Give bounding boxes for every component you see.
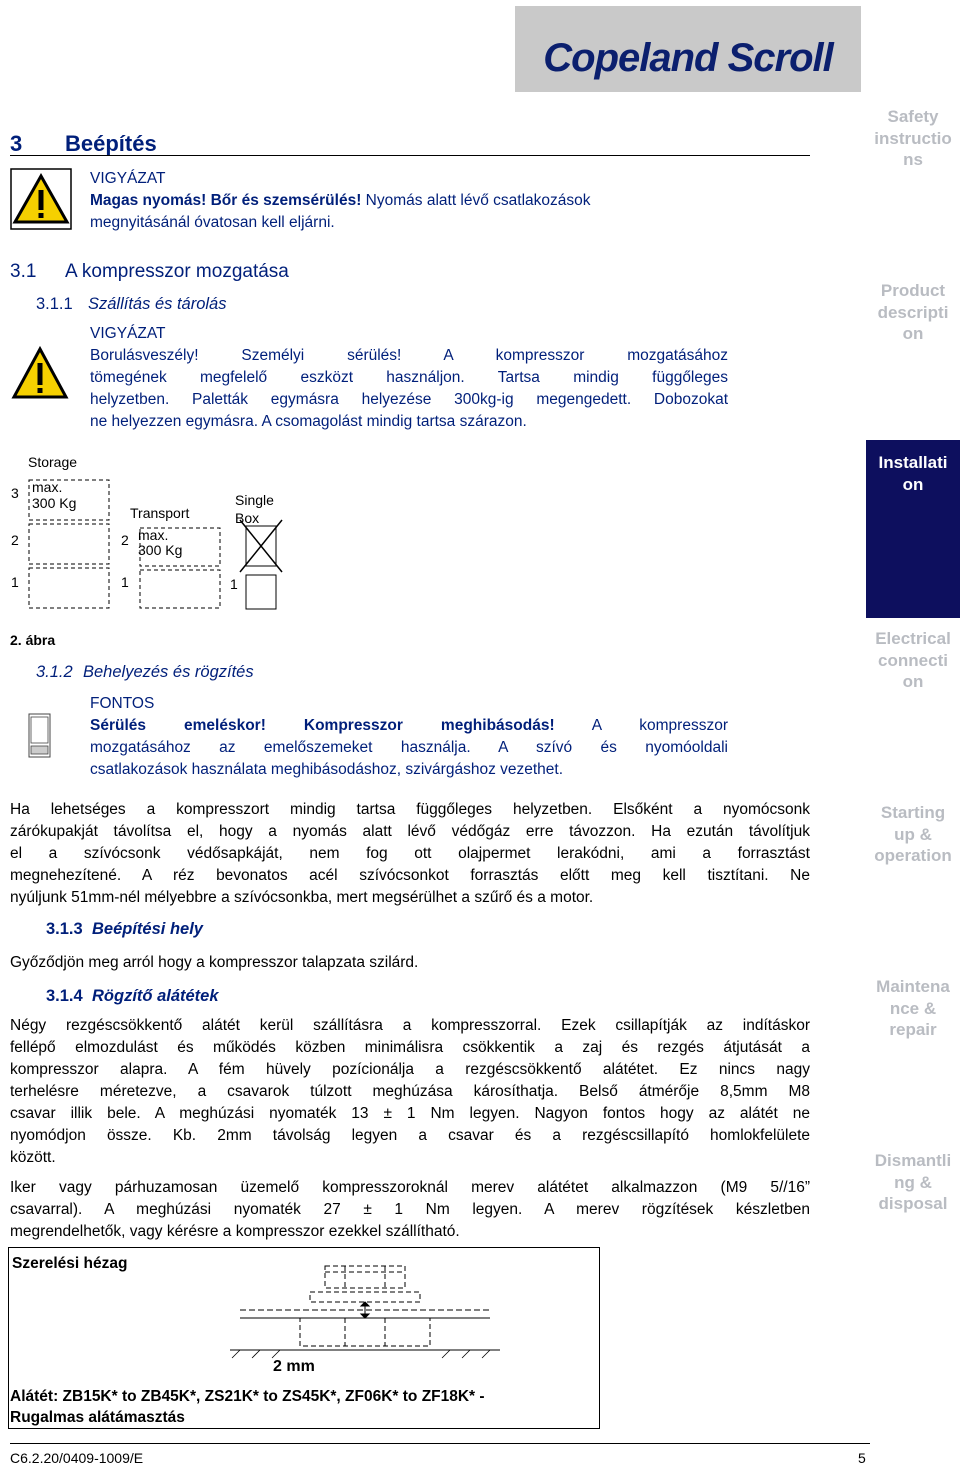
sidebar-item-label: up & (894, 824, 932, 844)
sidebar-item-starting[interactable] (866, 802, 960, 867)
transport-weight: 300 Kg (138, 542, 183, 558)
subsection-3-1-number: 3.1 (10, 261, 37, 282)
warning-1-hazard: Magas nyomás! Bőr és szemsérülés! (90, 192, 362, 209)
paragraph-line: megnehezítené. A réz bevonatos acél szívócsonkot forrasztás előtt meg kell tisztítani. Ne (10, 867, 810, 884)
note-icon (28, 713, 52, 759)
paragraph-line: csavar illik bele. A meghúzási nyomaték 13 ± 1 Nm legyen. Nagyon fontos hogy az alátét ne (10, 1105, 810, 1122)
sidebar-item-label: Starting (880, 803, 946, 822)
paragraph-handling (10, 799, 810, 909)
warning-1-label: VIGYÁZAT (90, 170, 166, 187)
single-box-label-1: Single (235, 492, 274, 508)
transport-level-2: 2 (121, 532, 129, 548)
paragraph-line: terhelésre méretezve, a csavarok túlzott meghúzása károsíthatja. Belső átmérője 8,5mm M8 (10, 1083, 810, 1100)
storage-figure (8, 450, 283, 615)
subsection-3-1-1-number: 3.1.1 (36, 295, 73, 313)
heading-rule (10, 155, 810, 156)
warning-box-1 (10, 168, 72, 230)
mounting-caption-2: Rugalmas alátámasztás (10, 1409, 185, 1426)
sidebar-item-label: Electrical (875, 629, 951, 648)
storage-max: max. (32, 479, 63, 495)
sidebar-item-label: repair (889, 1020, 937, 1040)
warning-1-line2: megnyitásánál óvatosan kell eljárni. (90, 214, 335, 231)
paragraph-line: Iker vagy párhuzamosan üzemelő kompresszoroknál merev alátétet alkalmazzon (M9 5//16” (10, 1179, 810, 1196)
sidebar-item-label: operation (874, 846, 952, 866)
subsection-3-1-1 (36, 293, 226, 316)
warning-2-label: VIGYÁZAT (90, 325, 166, 342)
paragraph-line: fellépő elmozdulást és működés közben minimálisra csökkentik a zaj és rezgés átjutását a (10, 1039, 810, 1056)
paragraph-line: zárókupakját távolítsa el, hogy a nyomás alatt lévő védőgáz erre távozzon. Ha ezután távolítjuk (10, 823, 810, 840)
paragraph-line: nyomódjon össze. Kb. 2mm távolság legyen a csavar és a rezgéscsillapító homlokfelülete (10, 1127, 810, 1144)
subsection-3-1-4-number: 3.1.4 (46, 987, 83, 1005)
figure-caption: 2. ábra (10, 632, 56, 648)
sidebar-item-label: Product (880, 281, 946, 300)
transport-label: Transport (130, 505, 190, 521)
warning-2-line3: helyzetben. Paletták egymásra helyezése 300kg-ig megengedett. Dobozokat (90, 391, 728, 408)
sidebar-item-label: Maintena (876, 977, 950, 996)
mounting-caption-1: Alátét: ZB15K* to ZB45K*, ZS21K* to ZS45K*, ZF06K* to ZF18K* - (10, 1388, 485, 1405)
warning-2-line2: tömegének megfelelő eszközt használjon. Tartsa mindig függőleges (90, 369, 728, 386)
subsection-3-1-3-number: 3.1.3 (46, 920, 83, 938)
section-title: Beépítés (65, 131, 157, 156)
footer-rule (10, 1443, 870, 1444)
storage-level-3: 3 (11, 485, 19, 501)
subsection-3-1-4 (46, 985, 219, 1008)
subsection-3-1-2 (36, 661, 254, 684)
sidebar-item-electrical[interactable] (866, 628, 960, 693)
subsection-3-1-3 (46, 918, 203, 941)
copeland-scroll-logo: Copeland Scroll (543, 36, 833, 80)
sidebar-item-label: on (902, 672, 924, 692)
sidebar-item-label: descripti (877, 302, 949, 322)
sidebar-item-label: disposal (878, 1194, 948, 1214)
warning-2-rest: A kompresszor mozgatásához (401, 347, 728, 364)
section-number: 3 (10, 131, 23, 156)
sidebar-item-label: Safety (887, 107, 939, 126)
subsection-3-1-2-title: Behelyezés és rögzítés (83, 663, 254, 681)
note-rest: A kompresszor (554, 717, 728, 734)
note-line2: mozgatásához az emelőszemeket használja. A szívó és nyomóoldali (90, 739, 728, 756)
subsection-3-1 (10, 259, 289, 286)
storage-level-1: 1 (11, 574, 19, 590)
paragraph-line: között. (10, 1149, 56, 1166)
storage-weight: 300 Kg (32, 495, 77, 511)
transport-max: max. (138, 527, 169, 543)
mounting-figure-title: Szerelési hézag (12, 1255, 128, 1272)
transport-level-1: 1 (121, 574, 129, 590)
subsection-3-1-3-title: Beépítési hely (92, 920, 203, 938)
note-hazard: Sérülés emeléskor! Kompresszor meghibásodás! (90, 717, 555, 734)
paragraph-line: nyúljunk 51mm-nél mélyebbre a szívócsonkba, mert megsérülhet a szűrő és a motor. (10, 889, 594, 906)
single-box-level-1: 1 (230, 576, 238, 592)
warning-triangle-2 (10, 343, 70, 403)
note-label: FONTOS (90, 695, 155, 712)
storage-level-2: 2 (11, 532, 19, 548)
gap-dimension: 2 mm (273, 1358, 315, 1375)
paragraph-line: csavarral). A meghúzási nyomaték 27 ± 1 Nm legyen. A merev rögzítések készletben (10, 1201, 810, 1218)
sidebar-item-label: ns (903, 150, 923, 170)
page-number: 5 (858, 1450, 866, 1466)
note-text (90, 693, 728, 781)
document-code: C6.2.20/0409-1009/E (10, 1450, 144, 1466)
subsection-3-1-2-number: 3.1.2 (36, 663, 73, 681)
subsection-3-1-title: A kompresszor mozgatása (65, 261, 289, 282)
subsection-3-1-1-title: Szállítás és tárolás (88, 295, 227, 313)
warning-2-text (90, 323, 728, 433)
paragraph-line: megrendelhetők, vagy kérésre a kompresszor ezekkel szállítható. (10, 1223, 460, 1240)
paragraph-line: Ha lehetséges a kompresszort mindig tartsa függőleges helyzetben. Elsőként a nyomócsonk (10, 801, 810, 818)
subsection-3-1-4-title: Rögzítő alátétek (92, 987, 219, 1005)
paragraph-location: Győződjön meg arról hogy a kompresszor talapzata szilárd. (10, 954, 419, 971)
sidebar-item-label: nce & (889, 998, 937, 1018)
sidebar-item-label: Dismantli (874, 1151, 952, 1170)
paragraph-line: Négy rezgéscsökkentő alátét kerül szállításra a kompresszorral. Ezek csillapítják az indításkor (10, 1017, 810, 1034)
note-line3: csatlakozások használata meghibásodáshoz, szivárgáshoz vezethet. (90, 761, 564, 778)
warning-1-text (90, 168, 720, 234)
paragraph-rigid (10, 1177, 810, 1243)
sidebar-item-label: instructio (874, 128, 952, 148)
sidebar-item-dismantling[interactable] (866, 1150, 960, 1215)
paragraph-line: el a szívócsonk védősapkáját, nem fog ott olajpermet lerakódni, ami a forrasztást (10, 845, 810, 862)
sidebar-item-label: ng & (894, 1172, 932, 1192)
single-box-label-2: Box (235, 510, 260, 526)
sidebar-item-product[interactable] (866, 280, 960, 345)
sidebar-item-label: connecti (878, 650, 948, 670)
sidebar-item-label: on (902, 474, 924, 494)
mounting-drawing (220, 1258, 510, 1378)
sidebar-item-installation[interactable] (866, 440, 960, 618)
storage-label: Storage (28, 454, 78, 470)
sidebar-item-safety[interactable] (866, 106, 960, 171)
sidebar-item-maintenance[interactable] (866, 976, 960, 1041)
paragraph-line: kompresszor alapra. A fém hüvely pozícionálja a rezgéscsökkentő alátétet. Ez nincs nagy (10, 1061, 810, 1078)
sidebar-item-label: Installati (878, 453, 948, 472)
warning-2-line4: ne helyezzen egymásra. A csomagolást mindig tartsa szárazon. (90, 413, 527, 430)
paragraph-mounting (10, 1015, 810, 1169)
warning-1-rest: Nyomás alatt lévő csatlakozások (361, 192, 591, 209)
warning-2-hazard: Borulásveszély! Személyi sérülés! (90, 347, 402, 364)
sidebar-item-label: on (902, 324, 924, 344)
